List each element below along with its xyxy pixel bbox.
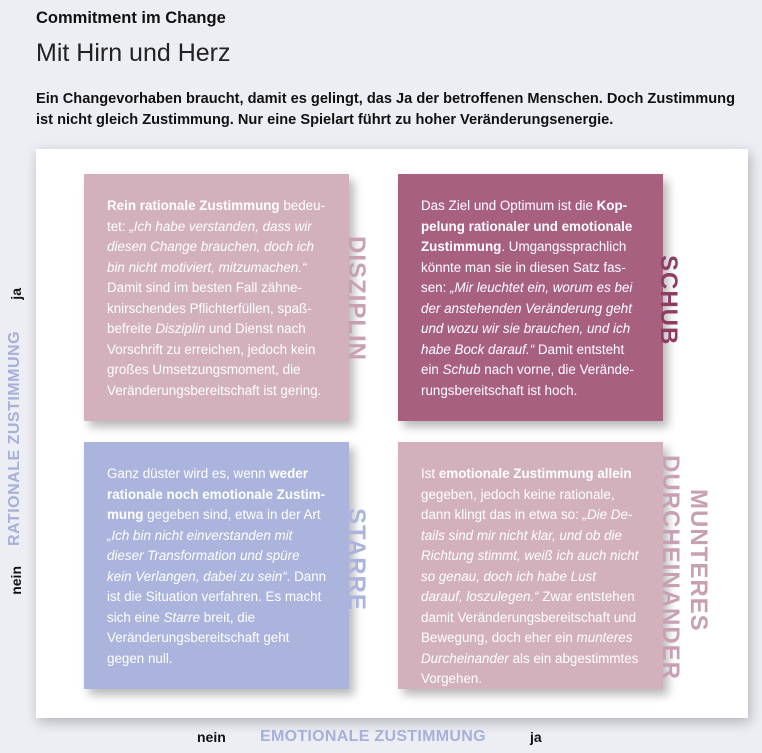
x-axis-title: EMOTIONALE ZUSTIMMUNG	[260, 728, 486, 745]
y-axis-title: RATIONALE ZUSTIMMUNG	[6, 330, 23, 546]
text-quote: „Ich habe verstanden, dass wir diesen Change brauchen, doch ich bin nicht motiviert, mitzumachen.“	[107, 218, 314, 275]
text-span: Damit sind im besten Fall zähneknirschendes Pflichterfüllen, spaßbefreite	[107, 280, 312, 336]
text-span: bedeutet:	[107, 198, 326, 234]
quadrant-text	[107, 196, 327, 401]
text-italic: munteres Durcheinander	[421, 630, 633, 666]
text-span: Ganz düster wird es, wenn	[107, 466, 270, 481]
label-disziplin: DISZIPLIN	[343, 236, 370, 362]
text-span: gegeben, jedoch keine rationale, dann klingt das in etwa so:	[421, 486, 615, 522]
text-span: . Umgangssprachlich könnte man sie in diesen Satz fassen:	[421, 239, 627, 295]
text-quote: „Die Details sind mir nicht klar, und ob die Richtung stimmt, weiß ich auch nicht so genau, doch ich habe Lust darauf, loszulegen.“	[421, 507, 639, 604]
text-span: als ein abgestimmtes Vorgehen.	[421, 650, 639, 686]
x-axis-high-label: ja	[530, 729, 542, 745]
y-axis-low-label: nein	[8, 566, 24, 595]
text-quote: „Mir leuchtet ein, worum es bei der anstehenden Veränderung geht und wozu wir sie brauchen, und ich habe Bock darauf.“	[421, 280, 633, 357]
text-span: Zwar entstehen damit Veränderungsbereitschaft und Bewegung, doch eher ein	[421, 589, 637, 645]
text-italic: Schub	[442, 362, 481, 377]
label-starre: STARRE	[343, 508, 370, 611]
quadrant-starre	[84, 442, 349, 689]
quadrant-schub	[398, 174, 663, 421]
text-span: breit, die Veränderungsbereitschaft geht gegen null.	[107, 609, 290, 666]
quadrant-munteres-durcheinander	[398, 442, 663, 689]
text-quote: „Ich bin nicht einverstanden mit dieser Transformation und spüre kein Verlangen, dabei zu sein“	[107, 527, 300, 584]
text-span: nach vorne, die Veränderungsbereitschaft ist hoch.	[421, 362, 634, 398]
text-bold: weder rationale noch emotionale Zustimmung	[107, 466, 326, 522]
x-axis-low-label: nein	[197, 729, 226, 745]
text-bold: emotionale Zustimmung allein	[438, 466, 632, 481]
kicker: Commitment im Change	[36, 9, 226, 27]
text-span: gegeben sind, etwa in der Art	[143, 507, 321, 522]
text-bold: Rein rationale Zustimmung	[107, 198, 280, 213]
text-span: und Dienst nach Vorschrift zu erreichen, jedoch kein großes Umsetzungsmoment, die Veränderungsbereitschaft ist gering.	[107, 321, 322, 398]
text-span: Das Ziel und Optimum ist die	[421, 198, 597, 213]
quadrant-disziplin	[84, 174, 349, 421]
text-span: Ist	[421, 466, 439, 481]
quadrant-text	[421, 464, 641, 690]
label-munteres: MUNTERES	[685, 489, 712, 632]
text-span: Damit entsteht ein	[421, 341, 625, 377]
text-span: . Dann ist die Situation verfahren. Es macht sich eine	[107, 568, 327, 625]
label-durcheinander: DURCHEINANDER	[657, 455, 684, 681]
text-italic: Disziplin	[155, 321, 206, 336]
text-italic: Starre	[163, 609, 201, 625]
text-bold: Koppelung rationaler und emotionale Zustimmung	[421, 198, 633, 254]
quadrant-text	[421, 196, 641, 401]
y-axis-high-label: ja	[8, 288, 24, 300]
quadrant-text	[107, 464, 327, 669]
label-schub: SCHUB	[655, 255, 682, 346]
lead-paragraph: Ein Changevorhaben braucht, damit es gelingt, das Ja der betroffenen Menschen. Doch Zustimmung ist nicht gleich Zustimmung. Nur eine Spielart führt zu hoher Veränderungsenergie.	[36, 91, 735, 128]
page-title: Mit Hirn und Herz	[36, 39, 231, 67]
